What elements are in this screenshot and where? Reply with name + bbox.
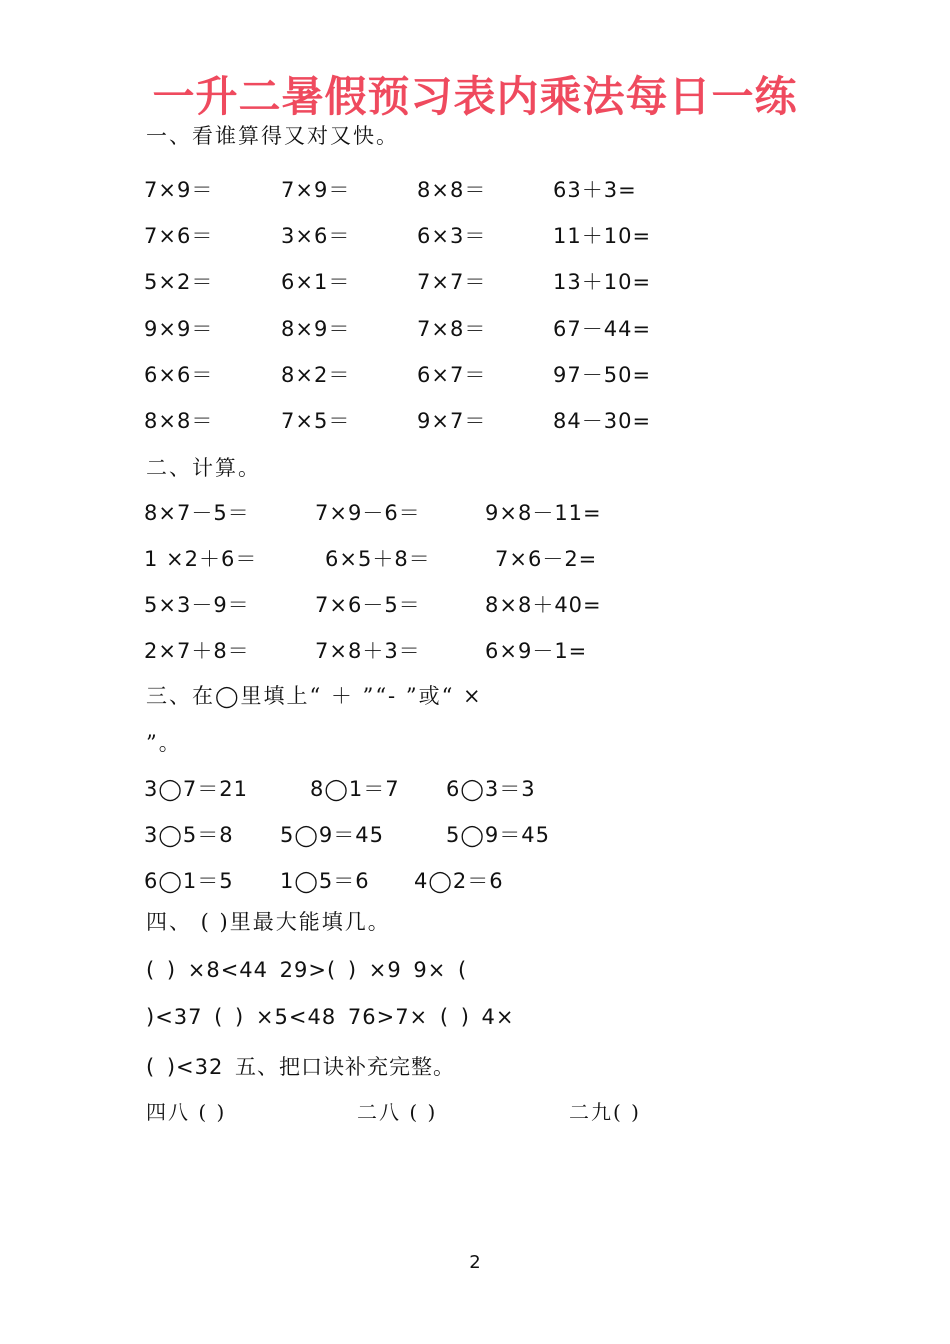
problem: 9×8－11= <box>485 501 602 525</box>
problem: 7×9－6＝ <box>315 501 421 525</box>
section-2-row-4 <box>0 635 950 665</box>
problem: 7×9＝ <box>144 178 214 202</box>
problem: 2×7＋8＝ <box>144 639 250 663</box>
mnemonic-blank-1: 四八 ( ) <box>146 1100 227 1124</box>
section-1-row-3 <box>0 266 950 296</box>
mnemonic-blank-3: 二九( ) <box>569 1100 641 1124</box>
section-4-line-1: ( ) ×8<44 29>( ) ×9 9× ( <box>146 958 468 982</box>
section-4-line-3: ( )<32 五、把口诀补充完整。 <box>146 1055 456 1079</box>
section-1-row-2 <box>0 220 950 250</box>
problem: 9×9＝ <box>144 317 214 341</box>
problem: 6◯3＝3 <box>446 777 536 801</box>
problem: 7×8＝ <box>417 317 487 341</box>
problem: 7×6－5＝ <box>315 593 421 617</box>
problem: 6×6＝ <box>144 363 214 387</box>
page-title: 一升二暑假预习表内乘法每日一练 <box>152 72 798 121</box>
problem: 6×5＋8＝ <box>325 547 431 571</box>
problem: 7×6＝ <box>144 224 214 248</box>
problem: 1 ×2＋6＝ <box>144 547 258 571</box>
problem: 5×2＝ <box>144 270 214 294</box>
problem: 5◯9＝45 <box>446 823 550 847</box>
problem: 7×6－2= <box>495 547 598 571</box>
section-1-heading: 一、看谁算得又对又快。 <box>146 124 399 148</box>
problem: 84－30= <box>553 409 652 433</box>
problem: 97－50= <box>553 363 652 387</box>
section-4-heading: 四、 ( )里最大能填几。 <box>146 910 391 934</box>
problem: 63＋3= <box>553 178 637 202</box>
problem: 8×7－5＝ <box>144 501 250 525</box>
problem: 4◯2＝6 <box>414 869 504 893</box>
problem: 7×5＝ <box>281 409 351 433</box>
problem: 8×8＋40= <box>485 593 602 617</box>
problem: 8×8＝ <box>144 409 214 433</box>
section-3-heading-line1: 三、在◯里填上“ ＋ ”“- ”或“ × <box>146 684 483 708</box>
problem: 11＋10= <box>553 224 652 248</box>
problem: 7×9＝ <box>281 178 351 202</box>
problem: 6×3＝ <box>417 224 487 248</box>
problem: 3◯7＝21 <box>144 777 248 801</box>
section-1-row-1 <box>0 174 950 204</box>
section-2-row-2 <box>0 543 950 573</box>
problem: 8×2＝ <box>281 363 351 387</box>
section-1-row-4 <box>0 313 950 343</box>
problem: 5×3－9＝ <box>144 593 250 617</box>
section-2-heading: 二、计算。 <box>146 456 261 480</box>
section-3-row-2 <box>0 819 950 849</box>
problem: 1◯5＝6 <box>280 869 370 893</box>
section-3-row-1 <box>0 773 950 803</box>
problem: 8×8＝ <box>417 178 487 202</box>
mnemonic-blank-2: 二八 ( ) <box>357 1100 438 1124</box>
problem: 13＋10= <box>553 270 652 294</box>
section-3-heading-line2: ”。 <box>146 731 182 755</box>
problem: 7×8＋3＝ <box>315 639 421 663</box>
page-number: 2 <box>469 1252 481 1273</box>
problem: 67－44= <box>553 317 652 341</box>
problem: 8◯1＝7 <box>310 777 400 801</box>
section-1-row-5 <box>0 359 950 389</box>
problem: 9×7＝ <box>417 409 487 433</box>
problem: 7×7＝ <box>417 270 487 294</box>
problem: 3×6＝ <box>281 224 351 248</box>
problem: 8×9＝ <box>281 317 351 341</box>
problem: 3◯5＝8 <box>144 823 234 847</box>
problem: 6◯1＝5 <box>144 869 234 893</box>
section-1-row-6 <box>0 405 950 435</box>
problem: 6×7＝ <box>417 363 487 387</box>
problem: 6×1＝ <box>281 270 351 294</box>
section-4-line-2: )<37 ( ) ×5<48 76>7× ( ) 4× <box>146 1005 515 1029</box>
problem: 6×9－1= <box>485 639 588 663</box>
problem: 5◯9＝45 <box>280 823 384 847</box>
section-2-row-1 <box>0 497 950 527</box>
section-2-row-3 <box>0 589 950 619</box>
section-3-row-3 <box>0 865 950 895</box>
